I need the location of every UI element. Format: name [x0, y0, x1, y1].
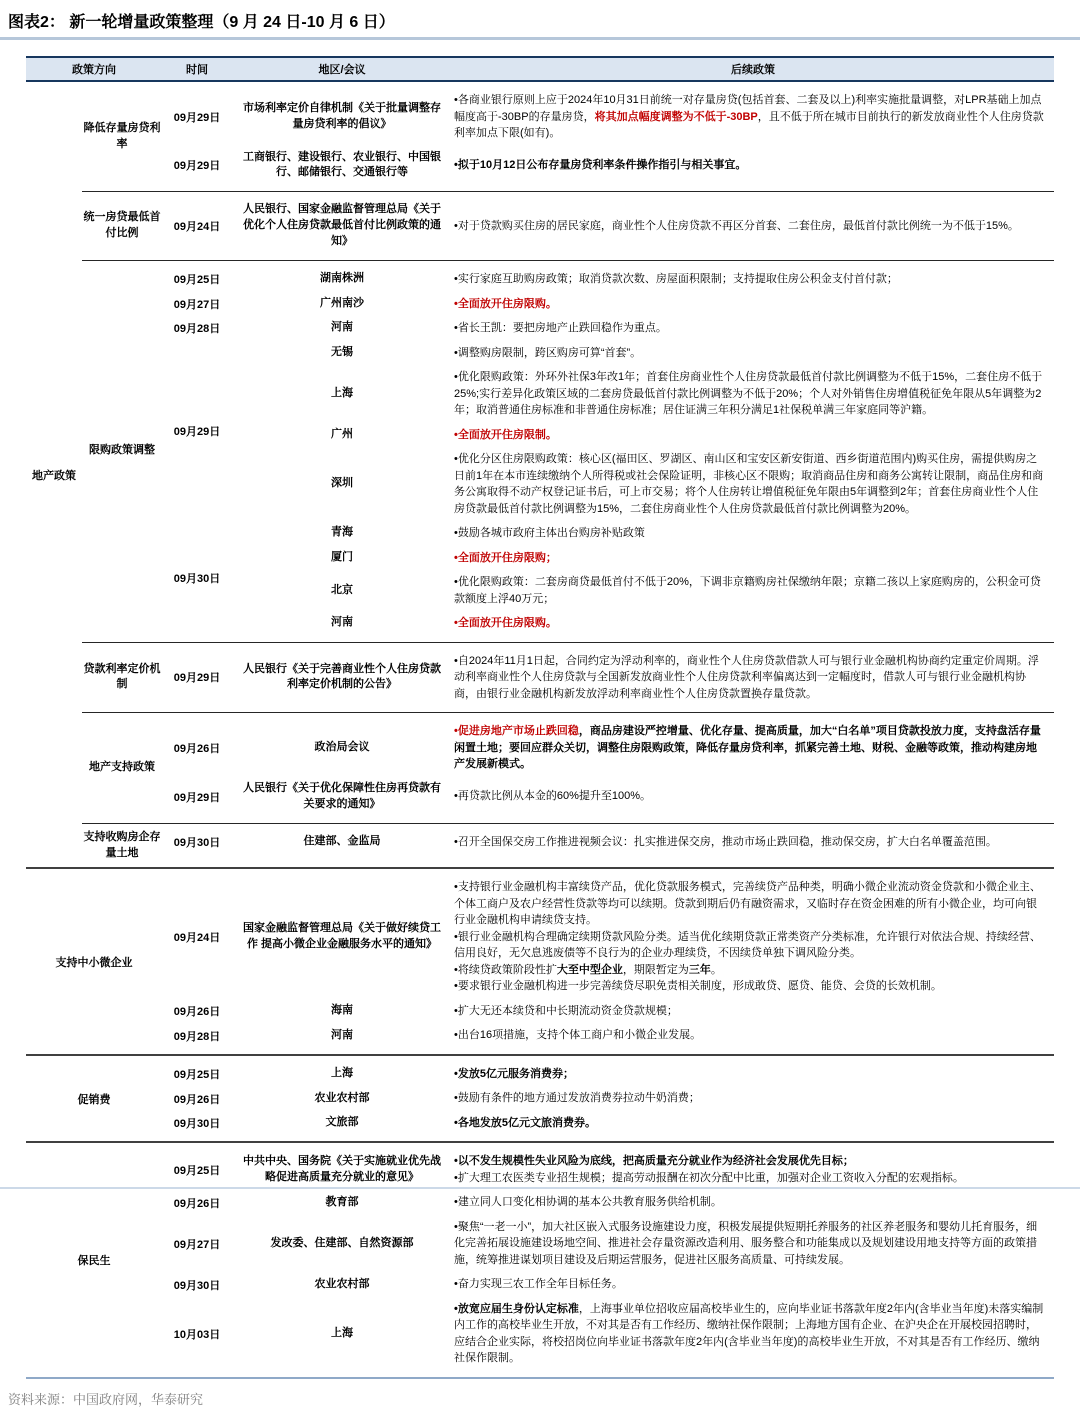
- policy-cell: [452, 202, 1054, 250]
- policy-text-segment: •自2024年11月1日起，合同约定为浮动利率的，商业性个人住房贷款借款人可与银行业金融机构协商约定重定价周期。浮动利率商业性个人住房贷款与全国新发放商业性个人住房贷款利率偏离达到一定幅度时，借款人可与银行业金融机构协商，由银行业金融机构新发放浮动利率商业性个人住房贷款置换存量贷款。: [454, 654, 1039, 700]
- table-row-cluster: [162, 999, 1054, 1024]
- table-row-cluster: [162, 830, 1054, 855]
- table-row-cluster: [162, 1149, 1054, 1190]
- region-meeting-cell: 发改委、住建部、自然资源部: [270, 1236, 414, 1249]
- region-meeting-cell: 青海: [331, 526, 353, 539]
- policy-line: [454, 451, 1046, 517]
- header-region-meeting: 地区/会议: [318, 64, 366, 76]
- policy-cell: [452, 320, 1054, 337]
- policy-text-segment: •奋力实现三农工作全年目标任务。: [454, 1278, 623, 1291]
- policy-cell: [452, 1090, 1054, 1107]
- region-meeting-cell: 上海: [331, 386, 353, 399]
- policy-cell: [452, 781, 1054, 813]
- policy-line: [454, 369, 1046, 419]
- policy-text-segment: •拟于10月12日公布存量房贷利率条件操作指引与相关事宜。: [454, 159, 747, 172]
- policy-text-segment: ，且不低于所在城市目前执行的新发放商业性个人住房贷款利率加点下限(如有)。: [454, 110, 1044, 139]
- policy-line: [454, 271, 1046, 288]
- policy-text-segment: 三年: [688, 963, 711, 976]
- time-cell: 09月28日: [173, 323, 221, 336]
- table-row: [232, 1190, 1054, 1215]
- policy-cell: [452, 1194, 1054, 1211]
- policy-line: [454, 1219, 1046, 1269]
- table-row: [232, 365, 1054, 423]
- policy-text-segment: •优化分区住房限购政策：核心区(福田区、罗湖区、南山区和宝安区新安街道、西乡街道范围内)购买住房，需提供购房之日前1年在本市连续缴纳个人所得税或社会保险证明，非核心区不限购；取消商品住房和商务公寓转让限制，商品住房和商务公寓取得不动产权登记证书后，可上市交易；将个人住房转让增值税征免年限由5年调整到2年；首套住房商业性个人住房贷款最低首付款比例调整为15%，二套住房商业性个人住房贷款最低首付款比例调整为20%。: [454, 453, 1044, 515]
- cluster-entries: [232, 1190, 1054, 1215]
- region-meeting-cell: 工商银行、建设银行、农业银行、中国银行、邮储银行、交通银行等: [243, 150, 441, 179]
- table-row: [232, 570, 1054, 611]
- policy-text-segment: •扩大无还本续贷和中长期流动资金贷款规模；: [454, 1004, 678, 1017]
- policy-section: [82, 82, 1054, 191]
- policy-line: [454, 1027, 1046, 1044]
- policy-line: [454, 296, 1046, 313]
- region-meeting-cell: 无锡: [331, 345, 353, 358]
- policy-line: [454, 1301, 1046, 1367]
- policy-cell: [452, 879, 1054, 995]
- policy-cell: [452, 92, 1054, 142]
- policy-cell: [452, 550, 1054, 567]
- policy-line: [454, 723, 1046, 773]
- policy-text-segment: •鼓励各城市政府主体出台购房补贴政策: [454, 527, 645, 540]
- region-meeting-cell: 广州南沙: [320, 296, 364, 309]
- table-header: [26, 56, 1054, 82]
- region-meeting-cell: 政治局会议: [314, 740, 370, 753]
- policy-text-segment: •调整购房限制，跨区购房可算“首套”。: [454, 346, 642, 359]
- time-cell: 09月26日: [173, 1197, 221, 1210]
- policy-table-body: [26, 82, 1054, 1377]
- policy-group: [26, 1141, 1054, 1377]
- policy-section: [82, 642, 1054, 713]
- time-cell: 09月27日: [173, 298, 221, 311]
- table-row-cluster: [162, 1111, 1054, 1136]
- table-row-cluster: [162, 88, 1054, 146]
- table-row: [232, 423, 1054, 448]
- time-cell: 09月25日: [173, 1164, 221, 1177]
- policy-cell: [452, 574, 1054, 607]
- table-row: [232, 777, 1054, 817]
- table-row: [232, 341, 1054, 366]
- table-row-cluster: [162, 719, 1054, 777]
- policy-section: [82, 823, 1054, 868]
- policy-text-segment: •各地发放5亿元文旅消费券。: [454, 1116, 596, 1129]
- policy-line: [454, 962, 1046, 979]
- cluster-entries: [232, 830, 1054, 855]
- policy-text-segment: •支持银行业金融机构丰富续贷产品，优化贷款服务模式，完善续贷产品种类，明确小微企业流动资金贷款和小微企业主、个体工商户及农户经营性贷款等均可以续期。贷款到期后仍有融资需求，又临时存在资金困难的所有小微企业，均可向银行业金融机构申请续贷支持。: [454, 881, 1041, 927]
- cluster-entries: [232, 1149, 1054, 1190]
- policy-line: [454, 834, 1046, 851]
- policy-section: [82, 260, 1054, 642]
- table-row: [232, 875, 1054, 999]
- policy-line: [454, 653, 1046, 703]
- time-cell: 09月24日: [173, 221, 221, 234]
- time-cell: 09月29日: [173, 111, 221, 124]
- time-cell: 09月24日: [173, 932, 221, 945]
- cluster-entries: [232, 198, 1054, 254]
- cluster-entries: [232, 999, 1054, 1024]
- region-meeting-cell: 住建部、金监局: [303, 834, 381, 847]
- policy-cell: [452, 1115, 1054, 1132]
- policy-line: [454, 1194, 1046, 1211]
- time-cell: 09月30日: [173, 573, 221, 586]
- policy-text-segment: •全面放开住房限购。: [454, 297, 557, 310]
- policy-line: [454, 879, 1046, 929]
- group-label: 保民生: [77, 1255, 111, 1268]
- policy-cell: [452, 345, 1054, 362]
- policy-line: [454, 1276, 1046, 1293]
- cluster-entries: [232, 1297, 1054, 1371]
- table-row-cluster: [162, 649, 1054, 707]
- region-meeting-cell: 北京: [331, 583, 353, 596]
- time-cell: 09月25日: [173, 274, 221, 287]
- table-row: [232, 292, 1054, 317]
- section-clusters: [162, 830, 1054, 862]
- policy-text-segment: •促进房地产市场止跌回稳: [454, 725, 579, 738]
- table-row-cluster: [162, 198, 1054, 254]
- policy-line: [454, 1115, 1046, 1132]
- policy-line: [454, 550, 1046, 567]
- group-label: 支持中小微企业: [55, 956, 133, 969]
- policy-text-segment: •放宽应届生身份认定标准: [454, 1302, 579, 1315]
- cluster-entries: [232, 1272, 1054, 1297]
- cluster-entries: [232, 1062, 1054, 1087]
- region-meeting-cell: 河南: [331, 1028, 353, 1041]
- region-meeting-cell: 河南: [331, 616, 353, 629]
- table-row: [232, 546, 1054, 571]
- table-row: [232, 1149, 1054, 1190]
- table-row: [232, 649, 1054, 707]
- time-cell: 09月30日: [173, 1118, 221, 1131]
- section-label: 地产支持政策: [89, 760, 155, 773]
- table-row: [232, 1272, 1054, 1297]
- policy-text-segment: •再贷款比例从本金的60%提升至100%。: [454, 790, 651, 803]
- table-row-cluster: [162, 316, 1054, 341]
- region-meeting-cell: 上海: [331, 1326, 353, 1339]
- table-row: [232, 316, 1054, 341]
- cluster-entries: [232, 292, 1054, 317]
- policy-cell: [452, 1066, 1054, 1083]
- time-cell: 09月29日: [173, 425, 221, 438]
- policy-cell: [452, 369, 1054, 419]
- policy-section: [162, 1143, 1054, 1377]
- section-clusters: [162, 1149, 1054, 1371]
- section-clusters: [162, 267, 1054, 636]
- table-row-cluster: [162, 521, 1054, 636]
- policy-text-segment: 将其加点幅度调整为不低于-30BP: [594, 110, 758, 123]
- policy-text-segment: •各商业银行原则上应于2024年10月31日前统一对存量房贷(包括首套、二套及以上)利率实施批量调整，对LPR基础上加点幅度高于-30BP的存量房贷，: [454, 94, 1042, 123]
- table-row-cluster: [162, 1086, 1054, 1111]
- table-row-cluster: [162, 292, 1054, 317]
- table-row: [232, 1297, 1054, 1371]
- time-cell: 09月26日: [173, 1006, 221, 1019]
- table-row: [232, 267, 1054, 292]
- policy-line: [454, 345, 1046, 362]
- table-row: [232, 198, 1054, 254]
- time-cell: 09月25日: [173, 1069, 221, 1082]
- region-meeting-cell: 人民银行《关于优化保障性住房再贷款有关要求的通知》: [243, 781, 441, 810]
- policy-text-segment: ，上海事业单位招收应届高校毕业生的，应向毕业证书落款年度2年内(含毕业当年度)未落实编制内工作的高校毕业生开放，不对其是否有工作经历、缴纳社保作限制；上海地方国有企业、在沪央企在开展校园招聘时，应结合企业实际，将校招岗位向毕业证书落款年度2年内(含毕业当年度)的高校毕业生开放，不对其是否有工作经历、缴纳社保作限制。: [454, 1302, 1044, 1365]
- policy-text-segment: 。: [710, 963, 722, 976]
- policy-cell: [452, 150, 1054, 182]
- section-label: 降低存量房贷利率: [83, 121, 161, 150]
- table-row-cluster: [162, 341, 1054, 522]
- region-meeting-cell: 上海: [331, 1067, 353, 1080]
- table-row: [232, 999, 1054, 1024]
- region-meeting-cell: 厦门: [331, 550, 353, 563]
- policy-text-segment: •全面放开住房限制。: [454, 428, 557, 441]
- table-row: [232, 447, 1054, 521]
- section-clusters: [162, 88, 1054, 185]
- cluster-entries: [232, 1215, 1054, 1273]
- policy-line: [454, 1170, 1046, 1187]
- time-cell: 09月27日: [173, 1238, 221, 1251]
- table-row: [232, 1086, 1054, 1111]
- policy-line: [454, 157, 1046, 174]
- figure-title: 图表2： 新一轮增量政策整理（9 月 24 日-10 月 6 日）: [8, 14, 395, 31]
- time-cell: 09月30日: [173, 836, 221, 849]
- policy-line: [454, 1090, 1046, 1107]
- time-cell: 09月30日: [173, 1279, 221, 1292]
- policy-table: [26, 56, 1054, 1379]
- policy-text-segment: •全面放开住房限购；: [454, 551, 557, 564]
- cluster-entries: [232, 777, 1054, 817]
- section-clusters: [162, 875, 1054, 1048]
- policy-text-segment: •优化限购政策：二套房商贷最低首付不低于20%，下调非京籍购房社保缴纳年限；京籍二孩以上家庭购房的，公积金可贷款额度上浮40万元；: [454, 576, 1041, 605]
- section-clusters: [162, 649, 1054, 707]
- policy-group: [26, 82, 1054, 867]
- region-meeting-cell: 人民银行、国家金融监督管理总局《关于优化个人住房贷款最低首付比例政策的通知》: [243, 203, 441, 248]
- policy-line: [454, 218, 1046, 235]
- cluster-entries: [232, 146, 1054, 186]
- time-cell: 09月26日: [173, 742, 221, 755]
- table-row-cluster: [162, 267, 1054, 292]
- policy-text-segment: •鼓励有条件的地方通过发放消费券拉动牛奶消费；: [454, 1092, 700, 1105]
- policy-line: [454, 525, 1046, 542]
- group-label: 促销费: [77, 1093, 111, 1106]
- policy-cell: [452, 834, 1054, 851]
- policy-text-segment: •发放5亿元服务消费券；: [454, 1067, 574, 1080]
- policy-cell: [452, 1219, 1054, 1269]
- policy-cell: [452, 1301, 1054, 1367]
- section-label: 支持收购房企存量土地: [83, 830, 161, 859]
- policy-line: [454, 788, 1046, 805]
- policy-line: [454, 615, 1046, 632]
- policy-cell: [452, 1027, 1054, 1044]
- region-meeting-cell: 海南: [331, 1004, 353, 1017]
- policy-line: [454, 1153, 1046, 1170]
- policy-section: [162, 1056, 1054, 1142]
- time-cell: 09月28日: [173, 1030, 221, 1043]
- policy-line: [454, 92, 1046, 142]
- policy-cell: [452, 615, 1054, 632]
- table-row: [232, 88, 1054, 146]
- policy-cell: [452, 451, 1054, 517]
- policy-section: [82, 712, 1054, 822]
- cluster-entries: [232, 719, 1054, 777]
- group-sections: [162, 1143, 1054, 1377]
- policy-text-segment: •全面放开住房限购。: [454, 617, 557, 630]
- policy-line: [454, 427, 1046, 444]
- section-clusters: [162, 198, 1054, 254]
- time-cell: 10月03日: [173, 1328, 221, 1341]
- policy-cell: [452, 1153, 1054, 1186]
- table-row: [232, 830, 1054, 855]
- region-meeting-cell: 人民银行《关于完善商业性个人住房贷款利率定价机制的公告》: [243, 662, 441, 691]
- region-meeting-cell: 文旅部: [325, 1116, 359, 1129]
- policy-line: [454, 929, 1046, 962]
- policy-text-segment: ，商品房建设严控增量、优化存量、提高质量，加大“白名单”项目贷款投放力度，支持盘活存量闲置土地；要回应群众关切，调整住房限购政策，降低存量房贷利率，抓紧完善土地、财税、金融等政策，推动构建房地产发展新模式。: [454, 725, 1041, 771]
- section-clusters: [162, 719, 1054, 816]
- table-row: [232, 146, 1054, 186]
- policy-text-segment: •以不发生规模性失业风险为底线，把高质量充分就业作为经济社会发展优先目标；: [454, 1155, 854, 1168]
- table-row-cluster: [162, 1023, 1054, 1048]
- region-meeting-cell: 教育部: [325, 1195, 359, 1208]
- table-row-cluster: [162, 777, 1054, 817]
- policy-section: [82, 191, 1054, 260]
- group-label: 地产政策: [32, 469, 76, 482]
- region-meeting-cell: 湖南株洲: [320, 272, 364, 285]
- policy-cell: [452, 525, 1054, 542]
- table-row-cluster: [162, 1190, 1054, 1215]
- cluster-entries: [232, 875, 1054, 999]
- time-cell: 09月26日: [173, 1093, 221, 1106]
- policy-text-segment: •实行家庭互助购房政策；取消贷款次数、房屋面积限制；支持提取住房公积金支付首付款；: [454, 273, 898, 286]
- region-meeting-cell: 市场利率定价自律机制《关于批量调整存量房贷利率的倡议》: [243, 101, 441, 130]
- policy-text-segment: •银行业金融机构合理确定续期贷款风险分类。适当优化续期贷款正常类资产分类标准，允许银行对依法合规、持续经营、信用良好，无欠息逃废债等不良行为的企业办理续贷，不因续贷单独下调风险分类。: [454, 930, 1041, 960]
- policy-text-segment: •扩大理工农医类专业招生规模；提高劳动报酬在初次分配中比重，加强对企业工资收入分配的宏观指标。: [454, 1171, 964, 1184]
- table-row-cluster: [162, 875, 1054, 999]
- policy-cell: [452, 723, 1054, 773]
- policy-cell: [452, 1003, 1054, 1020]
- policy-line: [454, 978, 1046, 995]
- time-cell: 09月29日: [173, 791, 221, 804]
- policy-line: [454, 320, 1046, 337]
- table-row-cluster: [162, 1215, 1054, 1273]
- policy-group: [26, 867, 1054, 1054]
- policy-line: [454, 1003, 1046, 1020]
- policy-text-segment: •建立同人口变化相协调的基本公共教育服务供给机制。: [454, 1196, 722, 1209]
- policy-text-segment: •聚焦“一老一小”，加大社区嵌入式服务设施建设力度，积极发展提供短期托养服务的社区养老服务和婴幼儿托育服务，细化完善拓展设施建设场地空间、推进社会存量资源改造利用、服务整合和功能集成以及规划建设用地支持等方面的政策措施，统筹推进谋划项目建设及后期运营服务，促进社区服务高质量、可持续发展。: [454, 1220, 1038, 1266]
- section-label: 贷款利率定价机制: [83, 662, 161, 691]
- region-meeting-cell: 农业农村部: [314, 1277, 370, 1290]
- cluster-entries: [232, 1086, 1054, 1111]
- policy-cell: [452, 427, 1054, 444]
- source-note: 资料来源：中国政府网，华泰研究: [8, 1391, 204, 1407]
- table-row-cluster: [162, 146, 1054, 186]
- table-row: [232, 1023, 1054, 1048]
- table-row: [232, 521, 1054, 546]
- policy-text-segment: •省长王凯：要把房地产止跌回稳作为重点。: [454, 322, 667, 335]
- time-cell: 09月29日: [173, 160, 221, 173]
- cluster-entries: [232, 316, 1054, 341]
- cluster-entries: [232, 267, 1054, 292]
- table-row: [232, 1062, 1054, 1087]
- group-sections: [82, 82, 1054, 867]
- policy-cell: [452, 271, 1054, 288]
- policy-text-segment: 大至中型企业: [556, 963, 623, 976]
- table-row-cluster: [162, 1297, 1054, 1371]
- table-row: [232, 1215, 1054, 1273]
- region-meeting-cell: 河南: [331, 321, 353, 334]
- header-follow-up-policy: 后续政策: [731, 64, 775, 76]
- table-row-cluster: [162, 1272, 1054, 1297]
- policy-group: [26, 1054, 1054, 1142]
- section-clusters: [162, 1062, 1054, 1136]
- policy-text-segment: ，期限暂定为: [622, 963, 689, 976]
- region-meeting-cell: 国家金融监督管理总局《关于做好续贷工作 提高小微企业金融服务水平的通知》: [243, 922, 441, 951]
- policy-section: [162, 869, 1054, 1054]
- policy-text-segment: •要求银行业金融机构进一步完善续贷尽职免责相关制度，形成敢贷、愿贷、能贷、会贷的长效机制。: [454, 980, 942, 993]
- policy-text-segment: •召开全国保交房工作推进视频会议：扎实推进保交房，推动市场止跌回稳，推动保交房，扩大白名单覆盖范围。: [454, 835, 997, 848]
- cluster-entries: [232, 341, 1054, 522]
- time-cell: 09月29日: [173, 672, 221, 685]
- policy-cell: [452, 296, 1054, 313]
- table-row: [232, 719, 1054, 777]
- region-meeting-cell: 中共中央、国务院《关于实施就业优先战略促进高质量充分就业的意见》: [243, 1155, 441, 1183]
- policy-text-segment: •优化限购政策：外环外社保3年改1年；首套住房商业性个人住房贷款最低首付款比例调整为不低于15%，二套住房不低于25%;实行差异化政策区域的二套房贷最低首付款比例调整为不低于20%；个人对外销售住房增值税征免年限从5年调整为2年；取消普通住房标准和非普通住房标准；居住证满三年积分满足1社保税单满三年家庭同等沪籍。: [454, 371, 1043, 417]
- policy-line: [454, 574, 1046, 607]
- table-row: [232, 611, 1054, 636]
- section-label: 统一房贷最低首付比例: [83, 211, 161, 240]
- section-label: 限购政策调整: [89, 444, 155, 457]
- title-underline: [0, 37, 1080, 40]
- policy-text-segment: •出台16项措施，支持个体工商户和小微企业发展。: [454, 1029, 702, 1042]
- cluster-entries: [232, 1111, 1054, 1136]
- table-row-cluster: [162, 1062, 1054, 1087]
- header-time: 时间: [186, 64, 208, 76]
- table-row: [232, 1111, 1054, 1136]
- cluster-entries: [232, 88, 1054, 146]
- region-meeting-cell: 农业农村部: [314, 1091, 370, 1104]
- policy-cell: [452, 653, 1054, 703]
- cluster-entries: [232, 649, 1054, 707]
- policy-line: [454, 1066, 1046, 1083]
- group-sections: [162, 1056, 1054, 1142]
- policy-text-segment: •对于贷款购买住房的居民家庭，商业性个人住房贷款不再区分首套、二套住房，最低首付款比例统一为不低于15%。: [454, 220, 1019, 233]
- group-sections: [162, 869, 1054, 1054]
- cluster-entries: [232, 521, 1054, 636]
- region-meeting-cell: 深圳: [331, 477, 353, 490]
- cluster-entries: [232, 1023, 1054, 1048]
- header-policy-direction: 政策方向: [72, 64, 116, 76]
- region-meeting-cell: 广州: [331, 427, 353, 440]
- policy-text-segment: •将续贷政策阶段性扩: [454, 963, 557, 976]
- policy-cell: [452, 1276, 1054, 1293]
